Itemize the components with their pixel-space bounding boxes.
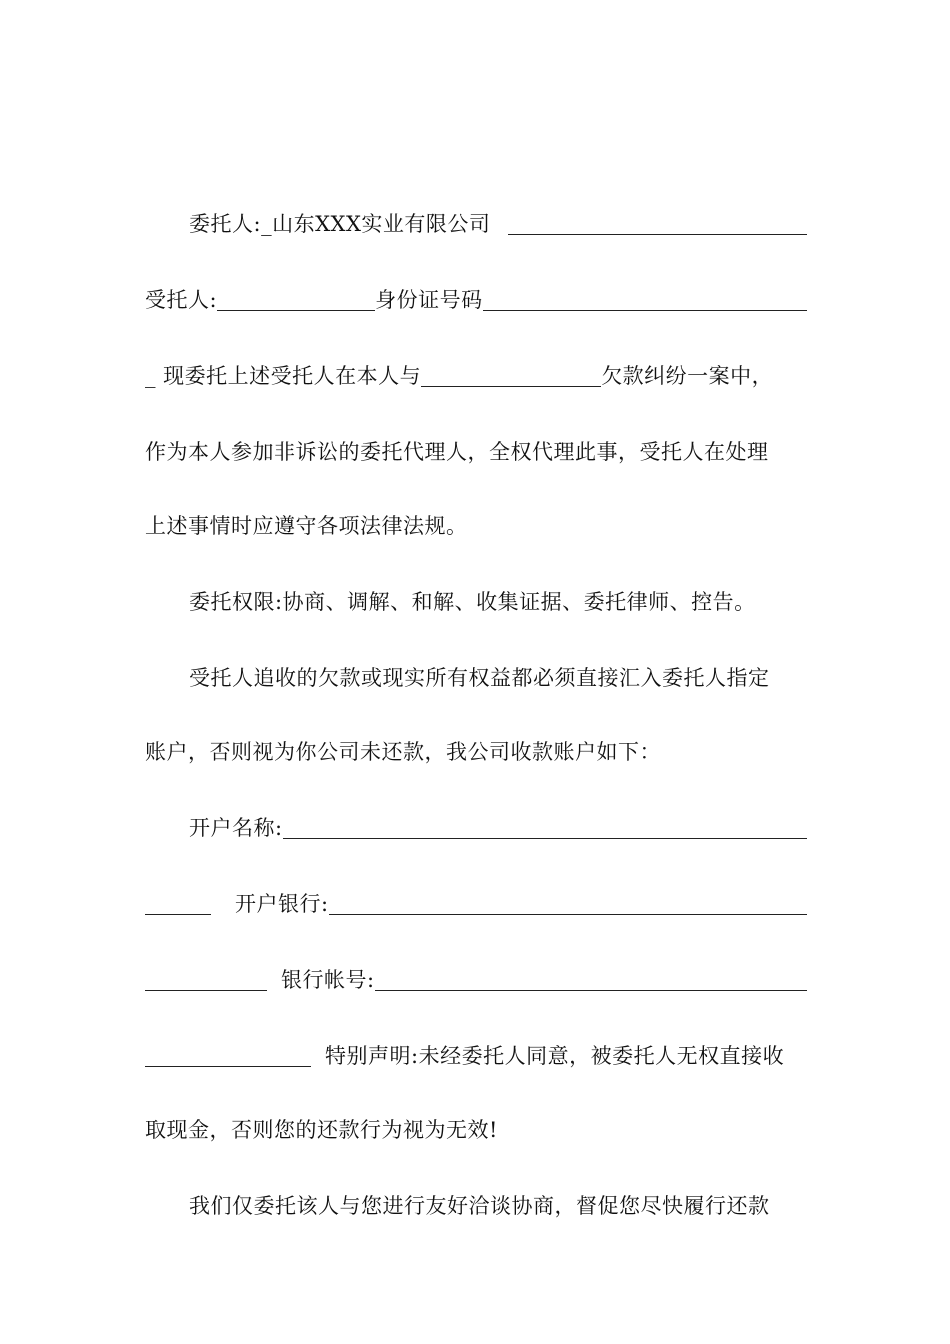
bank-account-blank (375, 966, 807, 991)
counterparty-blank (421, 362, 601, 387)
bank-account-label: 银行帐号: (281, 968, 375, 992)
account-name-label: 开户名称: (189, 816, 283, 840)
account-name-line (145, 802, 807, 842)
body-text: 受托人追收的欠款或现实所有权益都必须直接汇入委托人指定 (189, 666, 770, 690)
agent-name-blank (217, 286, 375, 311)
bank-blank-cont (145, 966, 267, 991)
body-text: 我们仅委托该人与您进行友好洽谈协商，督促您尽快履行还款 (189, 1194, 770, 1218)
id-number-label: 身份证号码 (375, 288, 483, 312)
id-number-blank (483, 286, 807, 311)
body-line (145, 1104, 807, 1144)
body-line (145, 1180, 807, 1220)
authority-text: 委托权限:协商、调解、和解、收集证据、委托律师、控告。 (189, 590, 756, 614)
body-line (145, 426, 807, 466)
bank-blank (329, 890, 807, 915)
account-name-blank-cont (145, 890, 211, 915)
bank-line (145, 878, 807, 918)
authority-line (145, 576, 807, 616)
delegation-line (145, 350, 807, 390)
bank-label: 开户银行: (235, 892, 329, 916)
body-text: 上述事情时应遵守各项法律法规。 (145, 514, 468, 538)
principal-blank (508, 210, 807, 235)
bank-account-line (145, 954, 807, 994)
body-text: 账户，否则视为你公司未还款，我公司收款账户如下： (145, 740, 661, 764)
principal-label: 委托人:_山东XXX实业有限公司 (189, 212, 491, 236)
special-notice-line (145, 1030, 807, 1070)
body-text: 取现金，否则您的还款行为视为无效! (145, 1118, 498, 1142)
bank-account-blank-cont (145, 1042, 311, 1067)
agent-line (145, 274, 807, 314)
body-line (145, 500, 807, 540)
delegation-text-b: 欠款纠纷一案中， (601, 364, 774, 388)
body-text: 作为本人参加非诉讼的委托代理人，全权代理此事，受托人在处理 (145, 440, 769, 464)
delegation-text-a: _ 现委托上述受托人在本人与 (145, 364, 422, 388)
agent-label: 受托人: (145, 288, 218, 312)
principal-line (145, 198, 807, 238)
special-notice-text: 特别声明:未经委托人同意，被委托人无权直接收 (325, 1044, 785, 1068)
body-line (145, 652, 807, 692)
body-line (145, 726, 807, 766)
account-name-blank (283, 814, 807, 839)
